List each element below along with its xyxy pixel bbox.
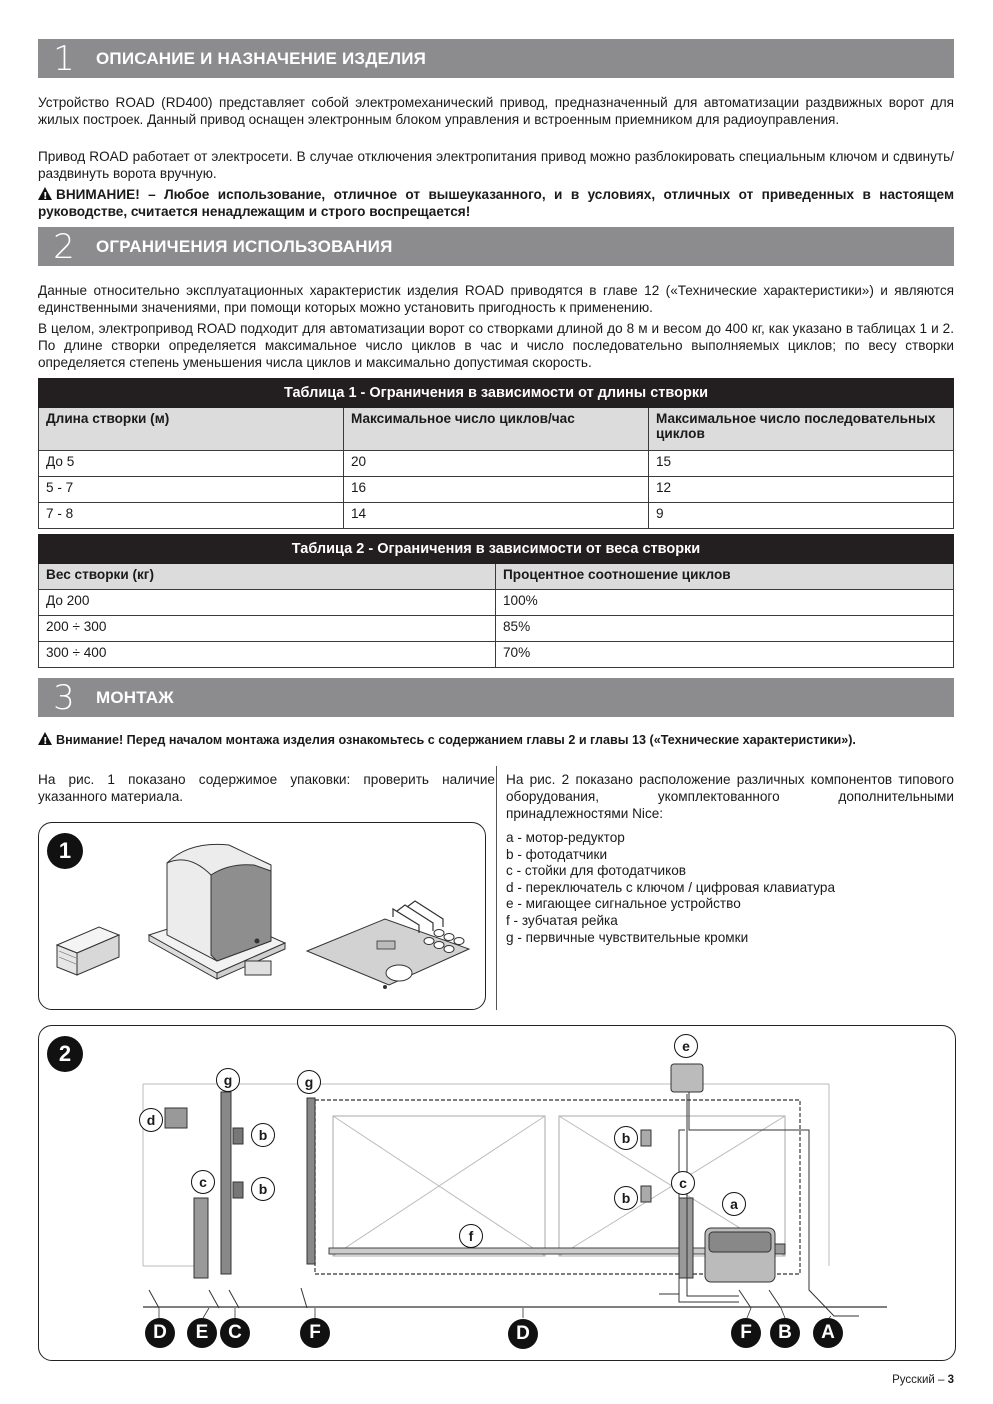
left-column-text: На рис. 1 показано содержимое упаковки: проверить наличие указанного материала. [38,772,495,804]
right-column-text: На рис. 2 показано расположение различных компонентов типового оборудования, укомплектованного дополнительными принадлежностями Nice: [506,772,954,821]
table-row [39,590,954,616]
list-item: f - зубчатая рейка [506,912,618,928]
section-2-para-2: В целом, электропривод ROAD подходит для автоматизации ворот со створками длиной до 8 м и весом до 400 кг, как указано в таблицах 1 и 2. По длине створки определяется максимальное число циклов в час и число последовательно выполняемых циклов; по весу створки определяется степень уменьшения числа циклов и максимально допустимая скорость. [38,321,954,370]
list-item: c - стойки для фотодатчиков [506,863,686,879]
section-title: МОНТАЖ [96,687,174,707]
section-3-warning [38,731,954,749]
gear-motor-icon [705,1228,785,1282]
table-cell: 70% [496,642,954,668]
table-header-row [39,564,954,590]
list-item: g - первичные чувствительные кромки [506,929,749,945]
label-big-B: B [770,1318,800,1348]
section-2-header [38,227,954,266]
section-1-para-2: Привод ROAD работает от электросети. В случае отключения электропитания привод можно разблокировать специальным ключом и сдвинуть/раздвинуть ворота вручную. [38,149,954,181]
table-caption: Таблица 2 - Ограничения в зависимости от веса створки [39,535,954,564]
label-b: b [251,1177,275,1201]
section-1-para-1: Устройство ROAD (RD400) представляет собой электромеханический привод, предназначенный для автоматизации раздвижных ворот для жилых построек. Данный привод оснащен электронным блоком управления и встроенным приемником для радиоуправления. [38,95,954,127]
section-3-header [38,678,954,717]
figure-number-badge: 1 [47,833,83,869]
label-big-A: A [813,1318,843,1348]
footer-language: Русский – [892,1374,948,1386]
table-cell: 15 [649,451,954,477]
table-row [39,503,954,529]
table-caption: Таблица 1 - Ограничения в зависимости от длины створки [39,379,954,408]
section-number: 1 [53,38,75,79]
photocell-icon [641,1186,651,1202]
warning-icon [38,187,52,200]
table-cell: До 200 [39,590,496,616]
section-number: 3 [53,677,75,718]
table-cell: 200 ÷ 300 [39,616,496,642]
manual-box-icon [57,927,119,975]
table-header-cell: Максимальное число последовательных циклов [649,408,954,451]
motor-unit-icon [149,844,285,979]
table-cell: 85% [496,616,954,642]
sensitive-edge-gate [307,1098,315,1264]
section-1-warning [38,186,954,220]
section-2-para-1: Данные относительно эксплуатационных характеристик изделия ROAD приводятся в главе 12 («Технические характеристики») и являются единственными значениями, при помощи которых можно установить пригодность к применению. [38,283,954,315]
list-item: a - мотор-редуктор [506,830,625,845]
table-cell: 100% [496,590,954,616]
page-footer [892,1374,954,1386]
figure-2 [38,1025,956,1361]
photocell-icon [233,1128,243,1144]
warning-text: Внимание! Перед началом монтажа изделия ознакомьтесь с содержанием главы 2 и главы 13 («Технические характеристики»). [56,733,856,747]
table-header-cell: Максимальное число циклов/час [344,408,649,451]
package-contents-illustration [39,823,485,1009]
warning-icon [38,732,52,745]
section-1-header [38,39,954,78]
label-leaders [159,1308,831,1318]
section-title: ОГРАНИЧЕНИЯ ИСПОЛЬЗОВАНИЯ [96,236,393,256]
photocell-icon [641,1130,651,1146]
label-b: b [251,1123,275,1147]
table-header-cell: Процентное соотношение циклов [496,564,954,590]
table-cell: 7 - 8 [39,503,344,529]
table-cell: 300 ÷ 400 [39,642,496,668]
label-e: e [674,1034,698,1058]
table-cell: 5 - 7 [39,477,344,503]
column-divider [496,766,497,1010]
sensitive-edge-post [221,1092,231,1274]
table-header-cell: Длина створки (м) [39,408,344,451]
table-cell: 9 [649,503,954,529]
section-number: 2 [53,226,75,267]
key-selector-icon [165,1108,187,1128]
label-big-F: F [300,1318,330,1348]
table-1 [38,378,954,529]
flashing-light-icon [671,1064,703,1092]
warning-text: ВНИМАНИЕ! – Любое использование, отличное от вышеуказанного, и в условиях, отличных от приведенных в настоящем руководстве, считается ненадлежащим и строго воспрещается! [38,187,954,219]
label-b: b [614,1186,638,1210]
label-g: g [216,1068,240,1092]
photocell-post-left [194,1198,208,1278]
page-number: 3 [947,1374,954,1386]
table-cell: 14 [344,503,649,529]
list-item: e - мигающее сигнальное устройство [506,896,741,912]
label-b: b [614,1126,638,1150]
table-row [39,451,954,477]
table-cell: 12 [649,477,954,503]
label-big-C: C [220,1318,250,1348]
photocell-icon [233,1182,243,1198]
section-title: ОПИСАНИЕ И НАЗНАЧЕНИЕ ИЗДЕЛИЯ [96,48,427,68]
label-big-D: D [145,1318,175,1348]
label-f: f [459,1224,483,1248]
label-big-D: D [508,1319,538,1349]
installation-diagram [39,1026,955,1360]
label-big-F: F [731,1318,761,1348]
label-c: c [671,1171,695,1195]
label-a: a [722,1192,746,1216]
table-cell: До 5 [39,451,344,477]
table-cell: 20 [344,451,649,477]
photocell-post-right [679,1198,693,1278]
table-2 [38,534,954,668]
label-big-E: E [187,1318,217,1348]
table-row [39,642,954,668]
table-row [39,616,954,642]
figure-number-badge: 2 [47,1036,83,1072]
table-header-row [39,408,954,451]
list-item: b - фотодатчики [506,846,608,862]
components-list [506,830,954,946]
base-plate-icon [307,919,469,989]
label-c: c [191,1170,215,1194]
label-g: g [297,1070,321,1094]
table-cell: 16 [344,477,649,503]
figure-1 [38,822,486,1010]
label-d: d [139,1108,163,1132]
table-row [39,477,954,503]
list-item: d - переключатель с ключом / цифровая клавиатура [506,879,836,895]
table-header-cell: Вес створки (кг) [39,564,496,590]
